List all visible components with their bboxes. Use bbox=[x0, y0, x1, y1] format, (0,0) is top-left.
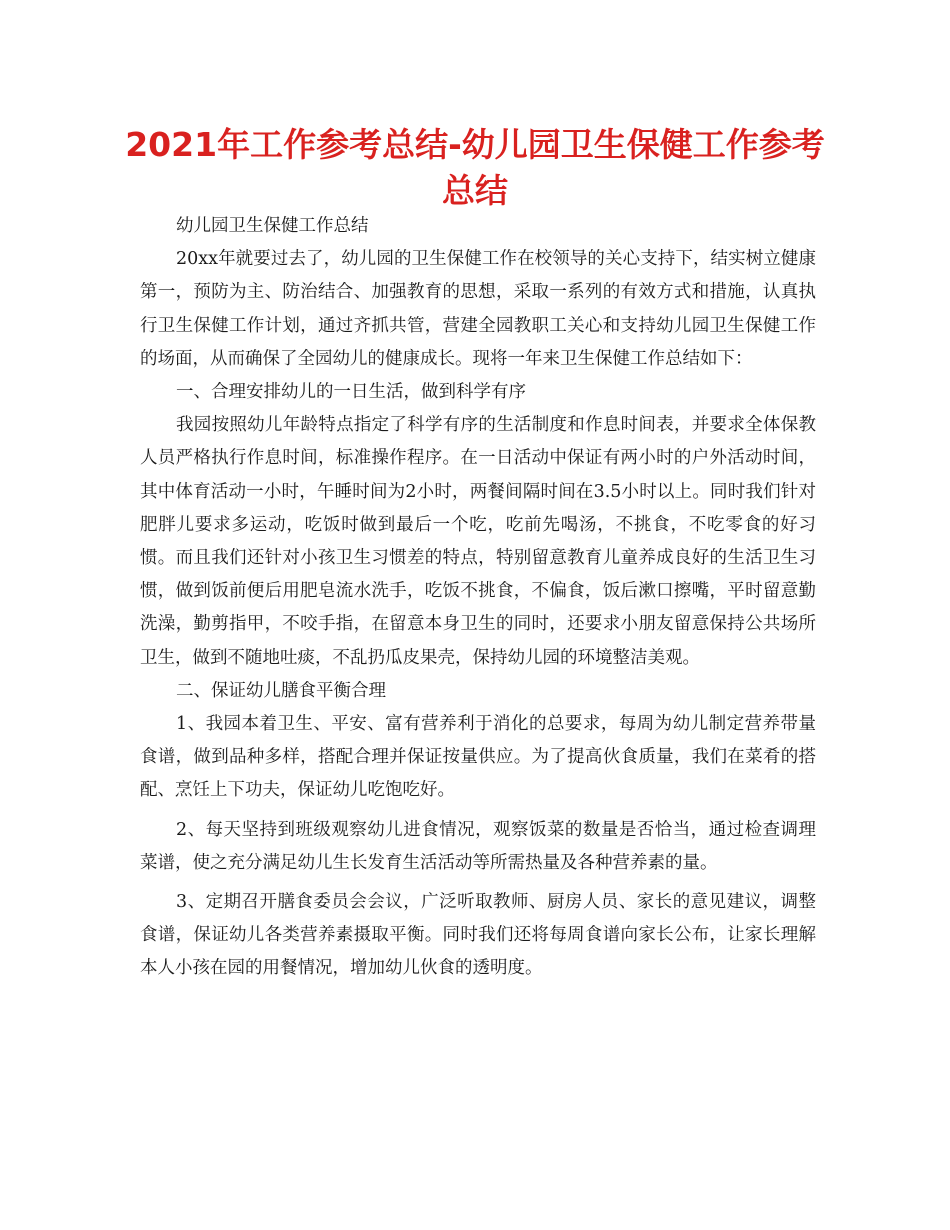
intro-paragraph: 20xx年就要过去了，幼儿园的卫生保健工作在校领导的关心支持下，结实树立健康第一，预防为主、防治结合、加强教育的思想，采取一系列的有效方式和措施，认真执行卫生保健工作计划，通过齐抓共管，营建全园教职工关心和支持幼儿园卫生保健工作的场面，从而确保了全园幼儿的健康成长。现将一年来卫生保健工作总结如下： bbox=[140, 249, 816, 369]
section-1-paragraph: 我园按照幼儿年龄特点指定了科学有序的生活制度和作息时间表，并要求全体保教人员严格执行作息时间，标准操作程序。在一日活动中保证有两小时的户外活动时间，其中体育活动一小时，午睡时间为2小时，两餐间隔时间在3.5小时以上。同时我们针对肥胖儿要求多运动，吃饭时做到最后一个吃，吃前先喝汤，不挑食，不吃零食的好习惯。而且我们还针对小孩卫生习惯差的特点，特别留意教育儿童养成良好的生活卫生习惯，做到饭前便后用肥皂流水洗手，吃饭不挑食，不偏食，饭后漱口擦嘴，平时留意勤洗澡，勤剪指甲，不咬手指，在留意本身卫生的同时，还要求小朋友留意保持公共场所卫生，做到不随地吐痰，不乱扔瓜皮果壳，保持幼儿园的环境整洁美观。 bbox=[140, 415, 816, 668]
section-2-item-2: 2、每天坚持到班级观察幼儿进食情况，观察饭菜的数量是否恰当，通过检查调理菜谱，使之充分满足幼儿生长发育生活活动等所需热量及各种营养素的量。 bbox=[140, 819, 816, 873]
section-2-item-1: 1、我园本着卫生、平安、富有营养利于消化的总要求，每周为幼儿制定营养带量食谱，做到品种多样，搭配合理并保证按量供应。为了提高伙食质量，我们在菜肴的搭配、烹饪上下功夫，保证幼儿吃饱吃好。 bbox=[140, 714, 816, 801]
section-2-item-3: 3、定期召开膳食委员会会议，广泛听取教师、厨房人员、家长的意见建议，调整食谱，保证幼儿各类营养素摄取平衡。同时我们还将每周食谱向家长公布，让家长理解本人小孩在园的用餐情况，增加幼儿伙食的透明度。 bbox=[140, 892, 816, 979]
section-heading-1: 一、合理安排幼儿的一日生活，做到科学有序 bbox=[176, 382, 526, 403]
section-heading-2: 二、保证幼儿膳食平衡合理 bbox=[176, 680, 386, 701]
document-body bbox=[140, 210, 816, 986]
document-title: 2021年工作参考总结-幼儿园卫生保健工作参考总结 bbox=[125, 125, 825, 210]
subtitle-paragraph: 幼儿园卫生保健工作总结 bbox=[176, 216, 369, 236]
